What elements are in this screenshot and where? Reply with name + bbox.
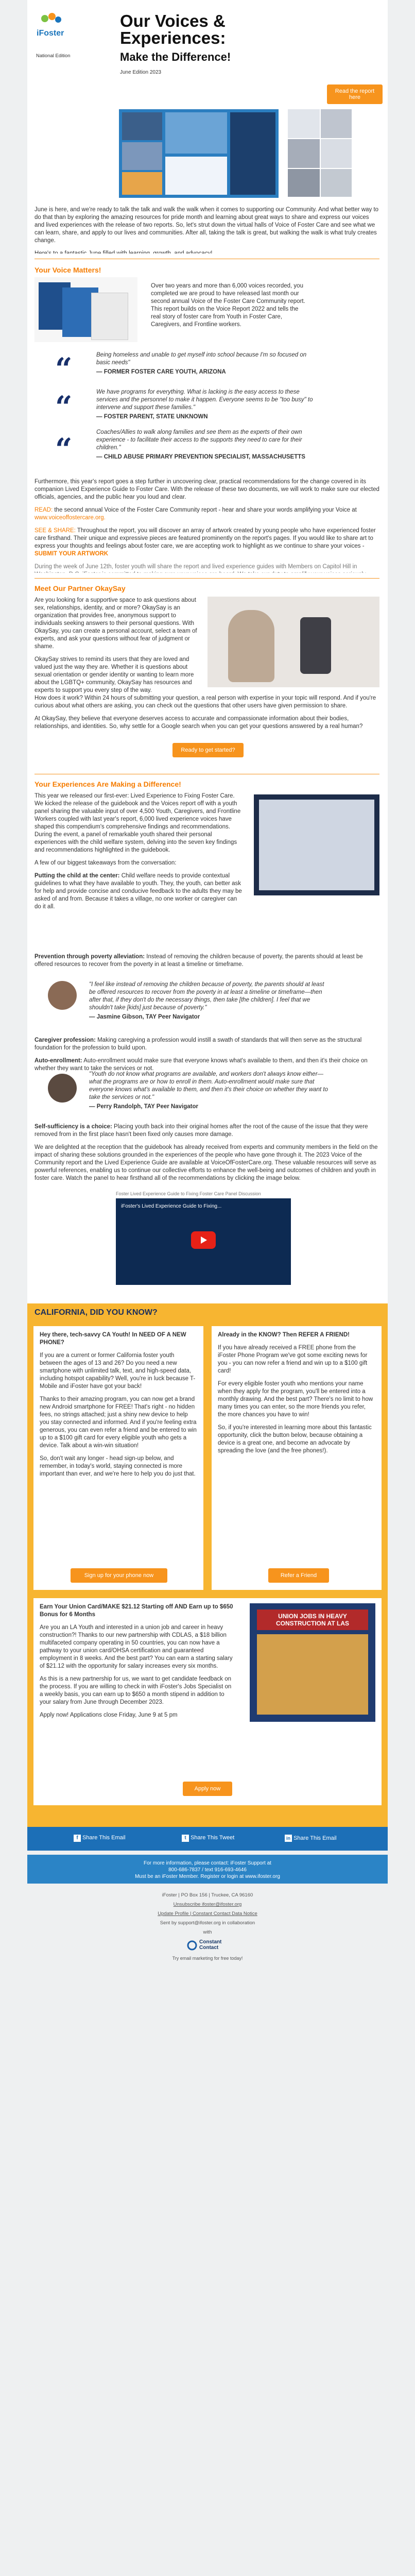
takeaway-2 <box>34 953 379 969</box>
contact-band <box>27 1855 388 1884</box>
union-photo <box>257 1634 368 1715</box>
quote-icon: “ <box>55 432 73 467</box>
quote-3 <box>34 429 379 473</box>
difference-paragraph-3: We are delighted at the reception that the guidebook has already received from experts and community members in the field on the impact of sharing these solutions grounded in the experiences of the people who have gone through it. The 2023 Voice of the Community report and the Lived Experience Guide are available at VoiceOfFosterCare.org. These valuable resources will serve as powerful references, enabling us to continue our collective efforts to enhance the well-being and outcomes of children and youth in foster care. Watch the panel to hear firsthand all of the recommendations by clicking the image below. <box>34 1144 378 1181</box>
voices-section <box>27 253 388 573</box>
takeaway-text: Instead of removing the children because of poverty, the parents should at least be offered resources to recover from the poverty in at least a timeline or timeframe. <box>34 954 363 968</box>
ca-left-card <box>33 1326 203 1590</box>
difference-section <box>27 769 388 1293</box>
hero-collage <box>119 109 279 198</box>
footer-address: iFoster | PO Box 156 | Truckee, CA 96160 <box>162 1892 253 1898</box>
takeaway-text: Placing youth back into their original homes after the root of the cause of the issue that they were removed from in the first place hasn't been fixed only causes more damage. <box>34 1124 368 1138</box>
linkedin-icon: in <box>285 1835 292 1842</box>
takeaway-text: Child welfare needs to provide contextual guidelines to what they have available to youth. They, the youth, can better ask for help and provide concise and conducive feedback to the adults they may be asked of and from. Because it takes a village, no one worker or caregiver can do it all. <box>34 873 242 910</box>
perry-avatar <box>48 1074 77 1103</box>
title-line-1: Our Voices & <box>120 11 226 30</box>
perry-quote: "Youth do not know what programs are available, and workers don't always know either—what the programs are or how to enroll in them. Auto-enrollment would make sure that everyone knows what's available to them, and then it's their choice on whether they want to take the services or not." <box>89 1071 328 1100</box>
read-link[interactable]: www.voiceoffostercare.org. <box>34 515 106 521</box>
difference-paragraph-1: This year we released our first-ever: Lived Experience to Fixing Foster Care. We kicked the release of the guidebook and the Voices report off with a youth panel sharing the valuable input of over 4,500 Youth, Caregivers, and Frontline Workers coupled with last year's report, 6,000 lived experience voices have shaped this compendium's comprehensive findings and recommendations. During the event, a panel of remarkable youth shared their personal experiences with the child welfare system, delving into the seven key findings and recommendations highlighted in the guidebook. <box>34 793 241 853</box>
ca-union-section <box>27 1595 388 1811</box>
takeaway-label: Self-sufficiency is a choice: <box>34 1124 112 1130</box>
read-paragraph <box>34 506 379 522</box>
sent-by: Sent by support@ifoster.org in collaboration <box>160 1920 255 1926</box>
constant-contact-text-2: Contact <box>199 1945 219 1951</box>
try-email-marketing-link[interactable]: Try email marketing for free today! <box>172 1956 243 1961</box>
union-card <box>33 1598 382 1805</box>
read-label: READ: <box>34 507 53 513</box>
read-text: the second annual Voice of the Foster Care Community report - hear and share your words amplifying your Voice at <box>54 507 357 513</box>
hero-photo-6 <box>230 112 275 195</box>
voice-report-image <box>34 277 137 342</box>
union-paragraph-3: Apply now! Applications close Friday, June 9 at 5 pm <box>40 1712 178 1718</box>
video-thumbnail[interactable] <box>116 1198 291 1285</box>
takeaway-text: Auto-enrollment would make sure that everyone knows what's available to them, and then it's their choice on whether they want to take the services or not. <box>34 1058 368 1072</box>
contact-line-2: 800-686-7837 / text 916-693-4646 <box>168 1867 247 1873</box>
hero-side-photo-4 <box>321 139 352 168</box>
contact-line-1: For more information, please contact: iFoster Support at <box>144 1860 271 1866</box>
share-label: SEE & SHARE: <box>34 528 76 534</box>
hero-side-photo-5 <box>288 169 320 197</box>
okaysay-image <box>208 597 379 687</box>
phone-paragraph-1: If you are a current or former California foster youth between the ages of 13 and 26? Do you need a new smartphone with unlimited talk, text, and high-speed data, including hotspot capability? Well, you're in luck because T-Mobile and iFoster have got your back! <box>40 1352 196 1389</box>
takeaway-label: Caregiver profession: <box>34 1037 96 1043</box>
hero-side-photo-2 <box>321 109 352 138</box>
quote-author: — FOSTER PARENT, STATE UNKNOWN <box>96 414 208 420</box>
update-profile-link[interactable]: Update Profile | Constant Contact Data Notice <box>158 1911 257 1917</box>
share-linkedin-label: Share This Email <box>293 1835 337 1841</box>
voices-title: Your Voice Matters! <box>34 266 101 274</box>
report-cover-3 <box>91 293 128 340</box>
refer-paragraph-3: So, if you're interested in learning more about this fantastic opportunity, click the button below, because obtaining a device is a great one, and become an advocate by spreading the love (and the free phones!). <box>218 1425 372 1454</box>
ca-phone-section <box>27 1322 388 1595</box>
takeaway-label: Putting the child at the center: <box>34 873 120 879</box>
quote-author: — FORMER FOSTER CARE YOUTH, ARIZONA <box>96 369 226 375</box>
jasmine-quote: "I feel like instead of removing the children because of poverty, the parents should at least be offered resources to recover from the poverty in at least a timeline or timeframe—then after that, if they don't do the necessary things, then take [the children]. I feel that we shouldn't take [kids] just because of poverty." <box>89 981 324 1011</box>
difference-title: Your Experiences Are Making a Difference! <box>34 780 181 788</box>
constant-contact-text-1: Constant <box>199 1939 222 1945</box>
voices-paragraph: Furthermore, this year's report goes a step further in uncovering clear, practical recommendations for the change covered in its companion Lived Experience Guide to Foster Care. With the release of these two documents, we will work to make sure our elected officials, agencies, and the public hear you loud and clear. <box>34 479 379 500</box>
refer-paragraph-2: For every eligible foster youth who mentions your name when they apply for the program, you'll be entered into a monthly drawing. And the best part? There's no limit to how many times you can enter, so the more friends you refer, the more chances you have to win! <box>218 1381 373 1418</box>
refer-friend-button[interactable]: Refer a Friend <box>268 1568 329 1583</box>
hero-side-photo-6 <box>321 169 352 197</box>
quote-text: Being homeless and unable to get myself into school because I'm so focused on basic needs" <box>96 352 307 366</box>
ifoster-logo-icon <box>34 10 67 43</box>
okaysay-section <box>27 573 388 769</box>
intro-paragraph: June is here, and we're ready to talk the talk and walk the walk when it comes to supporting our Community. And what better way to do that than by exploring the amazing resources for pride month and learning about great ways to share and express our voices and lived experiences with the release of two reports. So, let's strut down the virtual halls of Voice of Foster Care and see what we can learn, share, and apply to our lives and communities. After all, taking the talk is great, but walking the walk is what truly creates change. <box>34 207 379 244</box>
quote-1 <box>34 351 379 384</box>
panel-image-inner <box>259 800 374 890</box>
twitter-icon: t <box>182 1835 189 1842</box>
hero-photo-1 <box>122 112 162 140</box>
phone-paragraph-2: Thanks to their amazing program, you can now get a brand new Android smartphone for FREE! That's right - no hidden fees, no strings attached; just a shiny new device to help you stay connected and informed. And if you're feeling extra generous, you can even refer a friend and be entered to win up to a $100 gift card for every eligible youth who gets a device. Talk about a win-win situation! <box>40 1396 197 1449</box>
okaysay-paragraph-1: Are you looking for a supportive space to ask questions about sex, relationships, identity, and or more? OkaySay is an organization that provides free, anonymous support to individuals seeking answers to their personal questions. With OkaySay, you can create a personal account, select a team of experts, and ask your questions without fear of judgment or shame. <box>34 597 197 650</box>
hero-photo-4 <box>165 112 227 154</box>
logo <box>34 10 67 43</box>
contact-line-3: Must be an iFoster Member. Register or login at www.ifoster.org <box>135 1874 280 1879</box>
okaysay-photo-person <box>228 610 274 682</box>
panel-event-image <box>254 794 379 895</box>
takeaway-text: Making caregiving a profession would instill a swath of standards that will then serve as the structural foundation for the profession to build upon. <box>34 1037 362 1051</box>
perry-author: — Perry Randolph, TAY Peer Navigator <box>89 1104 198 1110</box>
quote-text: We have programs for everything. What is lacking is the easy access to these services and the personnel to make it happen. Everyone seems to be "too busy" to intervene and support these families." <box>96 389 313 411</box>
header-date: June Edition 2023 <box>120 70 162 75</box>
footer <box>27 1891 388 1963</box>
ca-spacer <box>27 1293 388 1303</box>
facebook-icon: f <box>74 1835 81 1842</box>
sent-with: with <box>203 1929 212 1935</box>
difference-paragraph-2: A few of our biggest takeaways from the conversation: <box>34 860 177 866</box>
section-divider <box>34 578 379 579</box>
read-report-button[interactable]: Read the report here <box>327 84 383 104</box>
play-icon[interactable] <box>191 1231 216 1249</box>
submit-artwork-link[interactable]: SUBMIT YOUR ARTWORK <box>34 551 109 557</box>
title-line-2: Experiences: <box>120 28 226 47</box>
hero-photo-2 <box>122 142 162 170</box>
video-title: iFoster's Lived Experience Guide to Fixing... <box>121 1204 222 1209</box>
share-tweet-link[interactable] <box>182 1835 234 1842</box>
okaysay-title: Meet Our Partner OkaySay <box>34 584 126 592</box>
voices-note: During the week of June 12th, foster youth will share the report and lived experience guides with Members on Capitol Hill in <box>34 564 357 570</box>
hero-section <box>27 109 388 201</box>
refer-heading: Already in the KNOW? Then REFER A FRIEND! <box>218 1332 350 1338</box>
constant-contact-icon <box>187 1940 197 1951</box>
quote-author: — CHILD ABUSE PRIMARY PREVENTION SPECIALIST, MASSACHUSETTS <box>96 454 305 460</box>
share-bar <box>27 1827 388 1851</box>
phone-paragraph-3: So, don't wait any longer - head sign-up below, and remember, in today's world, staying connected is more important than ever, and we're here to help you do just that. <box>40 1455 196 1477</box>
okaysay-paragraph-2: OkaySay strives to remind its users that they are loved and valued just the way they are. Whether it is questions about sexual orientation or gender identity or wanting to learn more about the LGBTQ+ community, OkaySay has resources and experts to support you every step of the way. <box>34 656 194 693</box>
quote-icon: “ <box>55 351 73 386</box>
jasmine-author: — Jasmine Gibson, TAY Peer Navigator <box>89 1014 200 1020</box>
share-linkedin-link[interactable] <box>285 1835 337 1842</box>
voices-body: Over two years and more than 6,000 voices recorded, you completed we are proud to have released last month our second annual Voice of the Foster Care Community report. This report builds on the Voice Report 2022 and tells the real story of foster care from Youth in Foster Care, Caregivers, and Frontline workers. <box>151 283 305 328</box>
hero-photo-3 <box>122 172 162 195</box>
phone-signup-button[interactable]: Sign up for your phone now <box>71 1568 167 1583</box>
quote-2 <box>34 388 379 425</box>
takeaway-3 <box>34 1037 379 1052</box>
ca-right-card <box>212 1326 382 1590</box>
hero-side-images <box>288 109 352 197</box>
header-section <box>27 0 388 109</box>
share-email-label: Share This Email <box>82 1835 126 1841</box>
hero-side-photo-3 <box>288 139 320 168</box>
union-image-text: UNION JOBS IN HEAVY CONSTRUCTION AT LAS <box>257 1609 368 1630</box>
play-triangle-icon <box>191 1231 216 1249</box>
okaysay-paragraph-3: How does it work? Within 24 hours of submitting your question, a real person with expertise in your topic will respond. And if you're curious about what others are asking, you can check out the questions that other users have given permission to share. <box>34 695 376 709</box>
quote-icon: “ <box>55 389 73 425</box>
jasmine-avatar <box>48 981 77 1010</box>
okaysay-photo-phone <box>300 617 331 674</box>
edition-label: National Edition <box>36 53 71 59</box>
get-started-button[interactable]: Ready to get started? <box>172 743 244 757</box>
header-title <box>120 12 336 46</box>
share-bar-top <box>27 1811 388 1827</box>
constant-contact-logo[interactable] <box>187 1938 228 1954</box>
union-paragraph-2: As this is a new partnership for us, we want to get candidate feedback on the process. If you are willing to check in with iFoster's Jobs Specialist on a weekly basis, you can earn up to $650 a month stipend in addition to your salary from June through December 2023. <box>40 1676 232 1705</box>
ca-title: CALIFORNIA, DID YOU KNOW? <box>34 1308 158 1317</box>
intro-section <box>27 201 388 253</box>
takeaway-label: Prevention through poverty alleviation: <box>34 954 145 960</box>
takeaway-label: Auto-enrollment: <box>34 1058 82 1064</box>
hero-side-photo-1 <box>288 109 320 138</box>
union-apply-button[interactable]: Apply now <box>183 1782 232 1796</box>
takeaway-5 <box>34 1123 379 1139</box>
share-paragraph <box>34 527 379 558</box>
union-jobs-image <box>250 1603 375 1722</box>
ca-banner <box>27 1303 388 1322</box>
okaysay-paragraph-4: At OkaySay, they believe that everyone deserves access to accurate and compassionate information about their bodies, relationships, and identities. So, why settle for a Google search when you can get your questions answered by a real human? <box>34 716 363 730</box>
quote-text: Coaches/Allies to walk along families and see them as the experts of their own experience - to facilitate their access to the supports they need to care for their children." <box>96 429 302 451</box>
phone-heading: Hey there, tech-savvy CA Youth! In NEED OF A NEW PHONE? <box>40 1332 186 1346</box>
takeaway-1 <box>34 872 243 911</box>
unsubscribe-link[interactable]: Unsubscribe ifoster@ifoster.org <box>173 1902 242 1907</box>
refer-paragraph-1: If you have already received a FREE phone from the iFoster Phone Program we've got some exciting news for you - you can now refer a friend and win up to a $100 gift card! <box>218 1345 368 1374</box>
hero-photo-5 <box>165 157 227 195</box>
logo-text: iFoster <box>37 29 64 38</box>
panel-video[interactable] <box>116 1191 291 1288</box>
video-caption: Foster Lived Experience Guide to Fixing Foster Care Panel Discussion <box>116 1191 261 1196</box>
header-subtitle: Make the Difference! <box>120 50 231 63</box>
share-tweet-label: Share This Tweet <box>191 1835 235 1841</box>
share-text: Throughout the report, you will discover an array of artwork created by young people who have experienced foster care firsthand. Their unique and expressive pieces are featured prominently on the report's pages. If you would like to share art to express your thoughts and feelings about foster care, we are accepting work to highlight as we continue to share your voices - <box>34 528 376 549</box>
share-email-link[interactable] <box>74 1835 126 1842</box>
union-heading: Earn Your Union Card/MAKE $21.12 Starting off AND Earn up to $650 Bonus for 6 Months <box>40 1604 233 1618</box>
union-paragraph-1: Are you an LA Youth and interested in a union job and career in heavy construction?! Thanks to our new partnership with CDLAS, a $18 billion multifaceted company operating in 50 countries, you can now have a pathway to your union card/OHSA certification and guaranteed employment in 8 weeks. And the best part? You can earn a starting salary of $21.12 with the opportunity for salary increases every six months. <box>40 1624 233 1669</box>
